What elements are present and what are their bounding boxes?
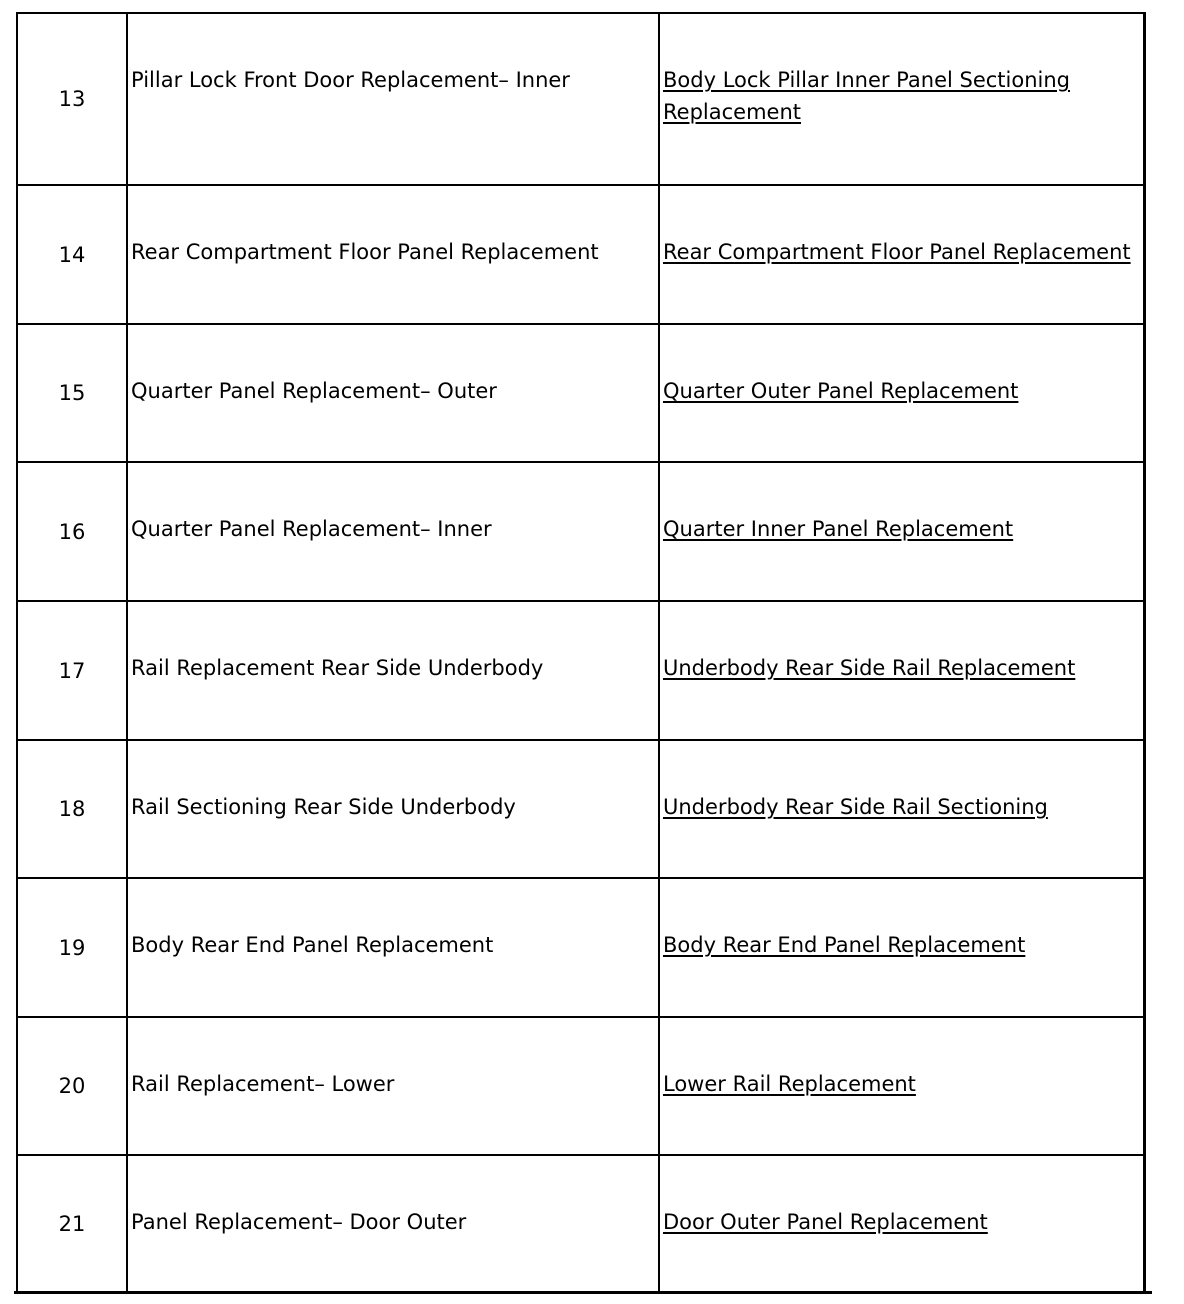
procedure-link[interactable]: Quarter Outer Panel Replacement	[663, 379, 1019, 403]
procedure-link-cell	[658, 14, 1143, 184]
procedure-link-cell	[658, 879, 1143, 1016]
table-row	[18, 877, 1143, 1016]
row-number: 16	[58, 519, 86, 544]
table-row	[18, 323, 1143, 461]
row-number: 14	[58, 242, 86, 267]
procedure-link[interactable]: Lower Rail Replacement	[663, 1072, 916, 1096]
procedures-table	[16, 12, 1146, 1292]
procedure-link-cell	[658, 463, 1143, 600]
procedure-link[interactable]: Body Lock Pillar Inner Panel Sectioning Replacement	[663, 68, 1070, 124]
row-number: 15	[58, 381, 86, 405]
procedure-name: Pillar Lock Front Door Replacement– Inner	[126, 14, 658, 184]
procedure-name: Panel Replacement– Door Outer	[126, 1156, 658, 1292]
procedure-name: Rail Sectioning Rear Side Underbody	[126, 741, 658, 877]
table-row	[18, 739, 1143, 877]
procedure-name: Body Rear End Panel Replacement	[126, 879, 658, 1016]
procedure-link[interactable]: Rear Compartment Floor Panel Replacement	[663, 240, 1131, 264]
table-row	[18, 184, 1143, 323]
table-row	[18, 461, 1143, 600]
procedure-link-cell	[658, 602, 1143, 739]
procedure-link-cell	[658, 186, 1143, 323]
procedure-link[interactable]: Underbody Rear Side Rail Replacement	[663, 656, 1076, 680]
procedure-link[interactable]: Quarter Inner Panel Replacement	[663, 517, 1014, 541]
procedure-link[interactable]: Door Outer Panel Replacement	[663, 1210, 988, 1234]
procedure-name: Quarter Panel Replacement– Inner	[126, 463, 658, 600]
row-number: 17	[58, 658, 86, 683]
procedure-name: Rear Compartment Floor Panel Replacement	[126, 186, 658, 323]
table-row	[18, 12, 1143, 184]
row-number: 21	[58, 1212, 86, 1236]
row-number: 13	[58, 87, 86, 111]
procedure-link-cell	[658, 1018, 1143, 1154]
procedure-link-cell	[658, 1156, 1143, 1292]
procedure-link[interactable]: Underbody Rear Side Rail Sectioning	[663, 795, 1048, 819]
table-row	[18, 1154, 1143, 1292]
procedure-name: Rail Replacement Rear Side Underbody	[126, 602, 658, 739]
row-number: 18	[58, 797, 86, 821]
row-number: 19	[58, 935, 86, 960]
table-row	[18, 1016, 1143, 1154]
procedure-name: Quarter Panel Replacement– Outer	[126, 325, 658, 461]
table-bottom-border	[14, 1291, 1152, 1294]
procedure-link-cell	[658, 741, 1143, 877]
procedure-link-cell	[658, 325, 1143, 461]
procedure-name: Rail Replacement– Lower	[126, 1018, 658, 1154]
procedure-link[interactable]: Body Rear End Panel Replacement	[663, 933, 1026, 957]
table-row	[18, 600, 1143, 739]
row-number: 20	[58, 1074, 86, 1098]
